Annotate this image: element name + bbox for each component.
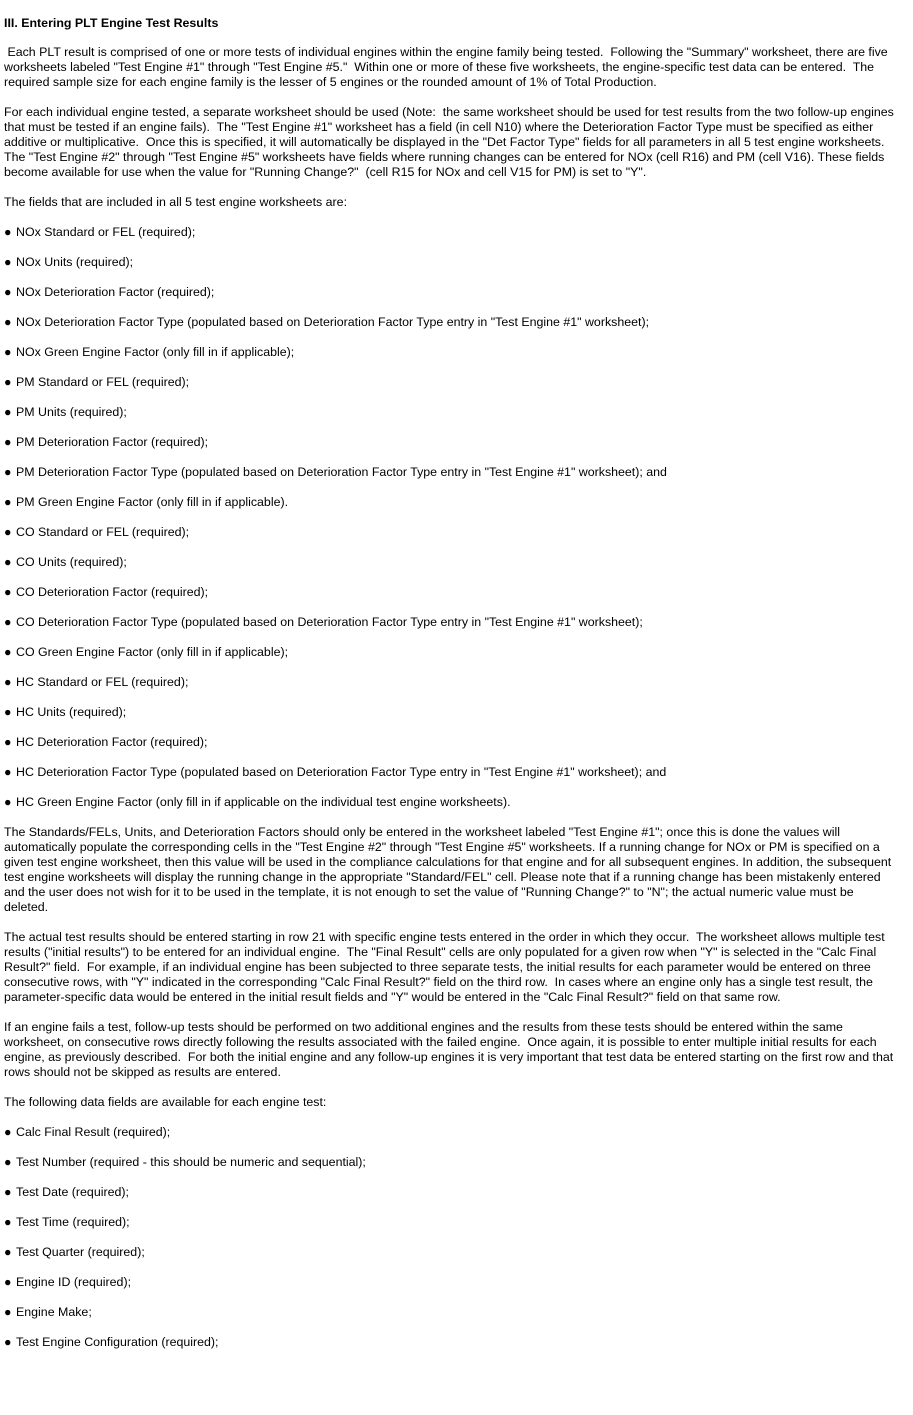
list-item xyxy=(4,795,901,810)
list-item-text: CO Deterioration Factor Type (populated based on Deterioration Factor Type entry in "Test Engine #1" worksheet); xyxy=(16,615,643,629)
list-item xyxy=(4,1305,901,1320)
list-item-text: CO Green Engine Factor (only fill in if applicable); xyxy=(16,645,289,659)
bullet-icon: ● xyxy=(4,615,12,629)
list-item xyxy=(4,675,901,690)
list-item xyxy=(4,645,901,660)
bullet-icon: ● xyxy=(4,255,12,269)
bullet-icon: ● xyxy=(4,1245,12,1259)
bullet-icon: ● xyxy=(4,345,12,359)
list-item-text: CO Standard or FEL (required); xyxy=(16,525,190,539)
bullet-icon: ● xyxy=(4,225,12,239)
list-item xyxy=(4,345,901,360)
section-title: III. Entering PLT Engine Test Results xyxy=(4,16,219,30)
list-item xyxy=(4,465,901,480)
list-item xyxy=(4,585,901,600)
list-item xyxy=(4,1215,901,1230)
list-item-text: Engine ID (required); xyxy=(16,1275,132,1289)
list-item xyxy=(4,1275,901,1290)
body-paragraphs xyxy=(4,825,901,1110)
list-item-text: HC Standard or FEL (required); xyxy=(16,675,189,689)
list-item xyxy=(4,555,901,570)
bullet-icon: ● xyxy=(4,1155,12,1169)
list-item-text: Engine Make; xyxy=(16,1305,92,1319)
list-item xyxy=(4,705,901,720)
list-item xyxy=(4,1185,901,1200)
paragraph-test-results-entry: The actual test results should be entered starting in row 21 with specific engine tests entered in the order in which they occur. The worksheet allows multiple test results ("initial results") to be entered for an individual engine. The "Final Result" cells are only populated for a given row when "Y" is selected in the "Calc Final Result?" field. For example, if an individual engine has been subjected to three separate tests, the initial results for each parameter would be entered on three consecutive rows, with "Y" indicated in the corresponding "Calc Final Result?" field on the third row. In cases where an engine only has a single test result, the parameter-specific data would be entered in the initial result fields and "Y" would be entered in the "Calc Final Result?" field on that same row. xyxy=(4,930,889,1004)
list-item xyxy=(4,1155,901,1170)
list-item-text: PM Green Engine Factor (only fill in if applicable). xyxy=(16,495,289,509)
list-item-text: NOx Green Engine Factor (only fill in if applicable); xyxy=(16,345,295,359)
list-item-text: NOx Units (required); xyxy=(16,255,134,269)
list-item xyxy=(4,255,901,270)
bullet-icon: ● xyxy=(4,1185,12,1199)
bullet-icon: ● xyxy=(4,765,12,779)
bullet-icon: ● xyxy=(4,375,12,389)
bullet-icon: ● xyxy=(4,525,12,539)
bullet-icon: ● xyxy=(4,585,12,599)
list-item xyxy=(4,615,901,630)
worksheet-field-list xyxy=(4,225,901,810)
list-item xyxy=(4,735,901,750)
list-item xyxy=(4,765,901,780)
bullet-icon: ● xyxy=(4,675,12,689)
list-item-text: Calc Final Result (required); xyxy=(16,1125,171,1139)
bullet-icon: ● xyxy=(4,1305,12,1319)
list-item xyxy=(4,285,901,300)
bullet-icon: ● xyxy=(4,1125,12,1139)
paragraph-standards-fels: The Standards/FELs, Units, and Deterioration Factors should only be entered in the worksheet labeled "Test Engine #1"; once this is done the values will automatically populate the corresponding cells in the "Test Engine #2" through "Test Engine #5" worksheets. If a running change for NOx or PM is specified on a given test engine worksheet, then this value will be used in the compliance calculations for that engine and for all subsequent engines. In addition, the subsequent test engine worksheets will display the running change in the appropriate "Standard/FEL" cell. Please note that if a running change has been mistakenly entered and the user does not wish for it to be used in the template, it is not enough to set the value of "Running Change?" to "N"; the actual numeric value must be deleted. xyxy=(4,825,895,914)
list-item-text: PM Deterioration Factor (required); xyxy=(16,435,209,449)
paragraph-fields-intro: The fields that are included in all 5 test engine worksheets are: xyxy=(4,195,348,209)
list-item xyxy=(4,1335,901,1350)
list-item xyxy=(4,1245,901,1260)
test-field-list xyxy=(4,1125,901,1350)
list-item-text: PM Standard or FEL (required); xyxy=(16,375,190,389)
paragraph-plt-overview: Each PLT result is comprised of one or more tests of individual engines within the engine family being tested. Following the "Summary" worksheet, there are five worksheets labeled "Test Engine #1" through "Test Engine #5." Within one or more of these five worksheets, the engine-specific test data can be entered. The required sample size for each engine family is the lesser of 5 engines or the rounded amount of 1% of Total Production. xyxy=(4,45,892,89)
bullet-icon: ● xyxy=(4,735,12,749)
bullet-icon: ● xyxy=(4,645,12,659)
bullet-icon: ● xyxy=(4,1215,12,1229)
list-item xyxy=(4,315,901,330)
list-item-text: Test Quarter (required); xyxy=(16,1245,145,1259)
list-item-text: NOx Standard or FEL (required); xyxy=(16,225,196,239)
bullet-icon: ● xyxy=(4,555,12,569)
bullet-icon: ● xyxy=(4,705,12,719)
list-item-text: PM Deterioration Factor Type (populated based on Deterioration Factor Type entry in "Test Engine #1" worksheet); and xyxy=(16,465,667,479)
list-item xyxy=(4,375,901,390)
bullet-icon: ● xyxy=(4,435,12,449)
list-item-text: Test Date (required); xyxy=(16,1185,129,1199)
list-item-text: PM Units (required); xyxy=(16,405,127,419)
intro-paragraphs xyxy=(4,45,901,210)
paragraph-worksheet-usage: For each individual engine tested, a separate worksheet should be used (Note: the same worksheet should be used for test results from the two follow-up engines that must be tested if an engine fails). The "Test Engine #1" worksheet has a field (in cell N10) where the Deterioration Factor Type must be specified as either additive or multiplicative. Once this is specified, it will automatically be displayed in the "Det Factor Type" fields for all parameters in all 5 test engine worksheets. The "Test Engine #2" through "Test Engine #5" worksheets have fields where running changes can be entered for NOx (cell R16) and PM (cell V16). These fields become available for use when the value for "Running Change?" (cell R15 for NOx and cell V15 for PM) is set to "Y". xyxy=(4,105,898,179)
list-item-text: Test Number (required - this should be numeric and sequential); xyxy=(16,1155,366,1169)
list-item-text: HC Units (required); xyxy=(16,705,127,719)
bullet-icon: ● xyxy=(4,465,12,479)
list-item-text: HC Deterioration Factor Type (populated based on Deterioration Factor Type entry in "Test Engine #1" worksheet); and xyxy=(16,765,667,779)
list-item-text: HC Deterioration Factor (required); xyxy=(16,735,208,749)
list-item xyxy=(4,1125,901,1140)
list-item-text: HC Green Engine Factor (only fill in if applicable on the individual test engine worksheets). xyxy=(16,795,511,809)
list-item-text: NOx Deterioration Factor (required); xyxy=(16,285,215,299)
list-item xyxy=(4,405,901,420)
bullet-icon: ● xyxy=(4,285,12,299)
list-item xyxy=(4,525,901,540)
paragraph-data-fields-intro: The following data fields are available for each engine test: xyxy=(4,1095,327,1109)
paragraph-failed-engine: If an engine fails a test, follow-up tests should be performed on two additional engines and the results from these tests should be entered within the same worksheet, on consecutive rows directly following the results associated with the failed engine. Once again, it is possible to enter multiple initial results for each engine, as previously described. For both the initial engine and any follow-up engines it is very important that test data be entered starting on the first row and that rows should not be skipped as results are entered. xyxy=(4,1020,897,1079)
list-item-text: Test Time (required); xyxy=(16,1215,130,1229)
bullet-icon: ● xyxy=(4,405,12,419)
bullet-icon: ● xyxy=(4,1275,12,1289)
list-item-text: CO Units (required); xyxy=(16,555,127,569)
bullet-icon: ● xyxy=(4,1335,12,1349)
bullet-icon: ● xyxy=(4,495,12,509)
list-item-text: CO Deterioration Factor (required); xyxy=(16,585,209,599)
list-item xyxy=(4,435,901,450)
bullet-icon: ● xyxy=(4,795,12,809)
list-item-text: NOx Deterioration Factor Type (populated based on Deterioration Factor Type entry in "Test Engine #1" worksheet); xyxy=(16,315,650,329)
bullet-icon: ● xyxy=(4,315,12,329)
list-item-text: Test Engine Configuration (required); xyxy=(16,1335,219,1349)
list-item xyxy=(4,225,901,240)
list-item xyxy=(4,495,901,510)
